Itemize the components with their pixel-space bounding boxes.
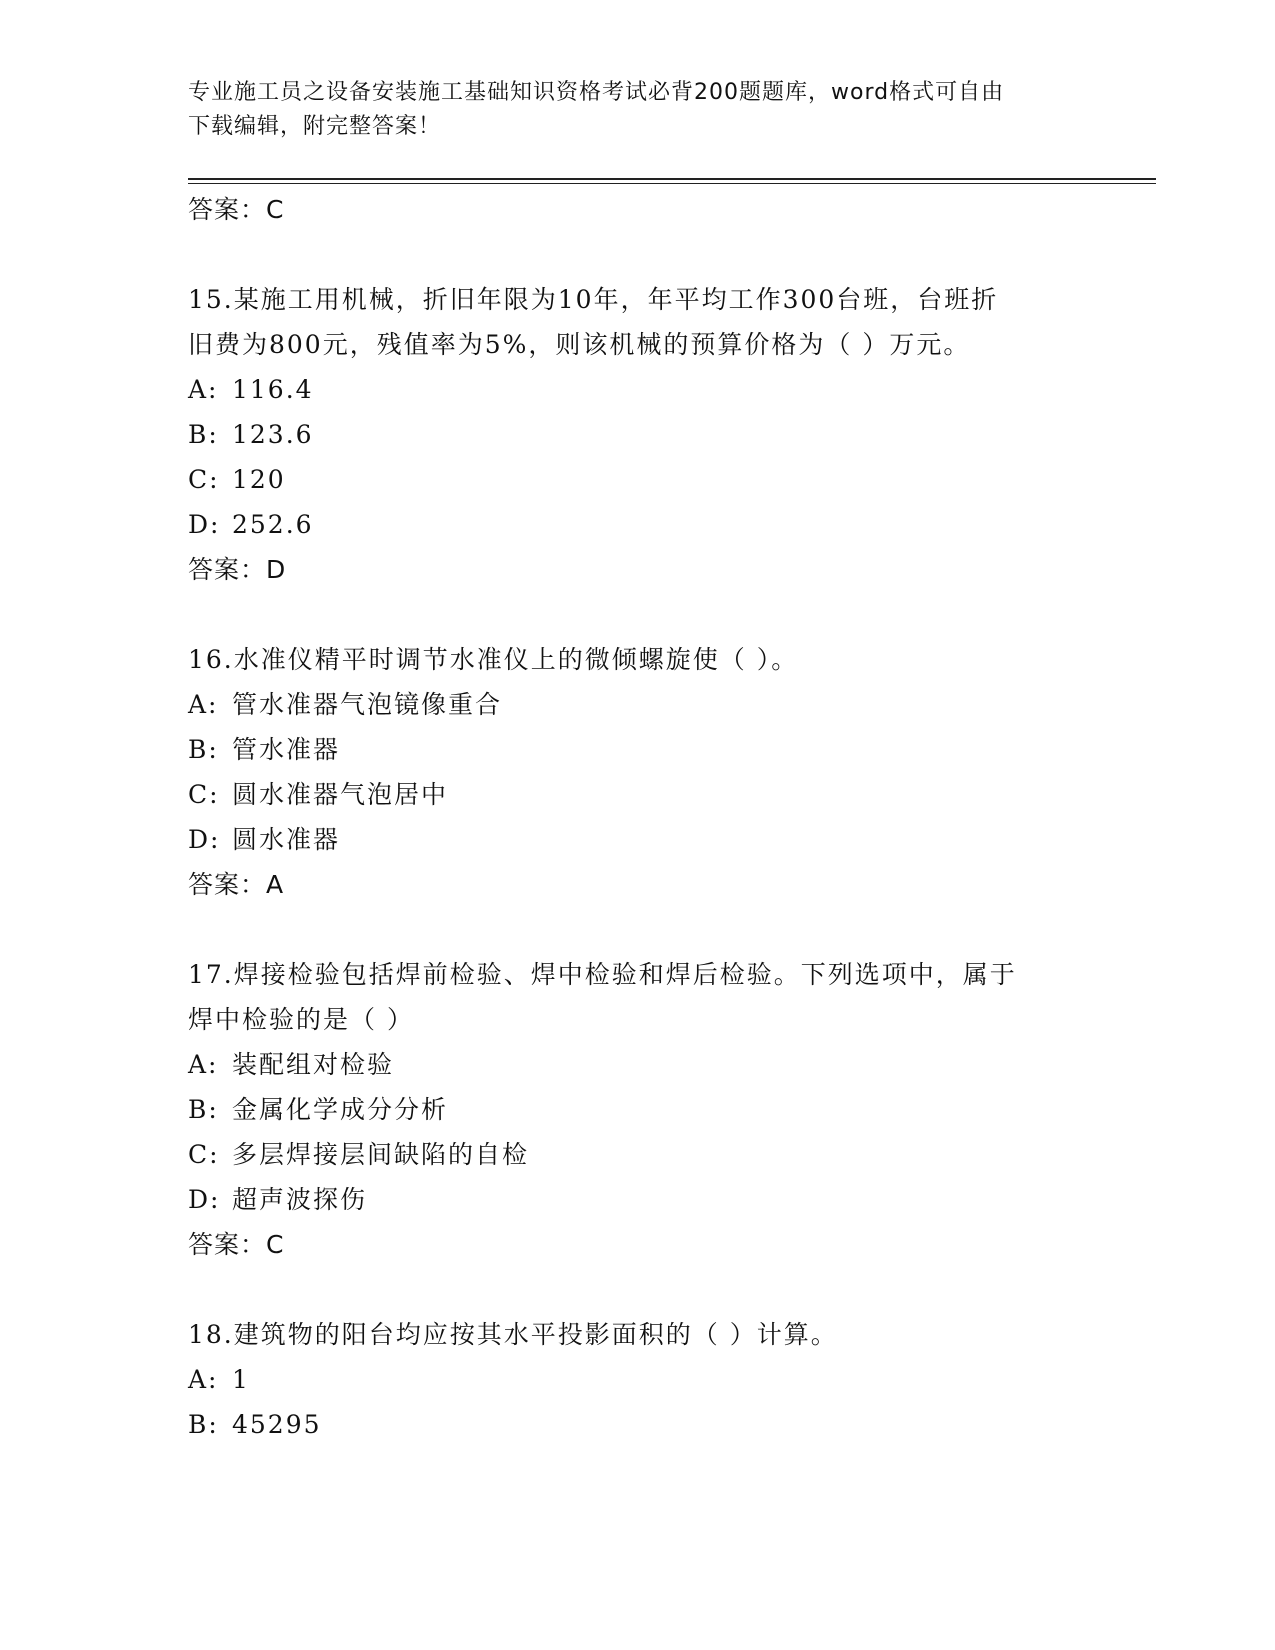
option-text: 1: [232, 1365, 250, 1394]
option-text: 装配组对检验: [232, 1050, 395, 1079]
question-15-answer: 答案：D: [188, 555, 287, 584]
question-16-option-d: [188, 822, 340, 858]
question-16-option-a: [188, 687, 502, 723]
header-line-2: 下载编辑，附完整答案！: [188, 114, 442, 139]
option-label: B:: [188, 1095, 219, 1124]
option-label: B:: [188, 1410, 219, 1439]
question-15-option-c: [188, 462, 286, 498]
question-15-option-a: [188, 372, 314, 408]
question-16-answer: 答案：A: [188, 870, 285, 899]
question-16-option-b: [188, 732, 340, 768]
option-text: 多层焊接层间缺陷的自检: [232, 1140, 530, 1169]
option-label: A:: [188, 1050, 219, 1079]
option-text: 管水准器气泡镜像重合: [232, 690, 503, 719]
header-line-1: 专业施工员之设备安装施工基础知识资格考试必背200题题库，word格式可自由: [188, 80, 1005, 105]
option-text: 圆水准器气泡居中: [232, 780, 449, 809]
previous-answer: 答案：C: [188, 195, 285, 224]
header-rule-thick: [188, 178, 1156, 180]
question-17-option-c: [188, 1137, 529, 1173]
question-18-option-a: [188, 1362, 250, 1398]
question-17-option-d: [188, 1182, 367, 1218]
question-15-option-d: [188, 507, 314, 543]
option-label: D:: [188, 510, 221, 539]
document-header: [188, 76, 1088, 144]
header-rule-thin: [188, 183, 1156, 184]
question-17-option-a: [188, 1047, 394, 1083]
question-18-stem-line-1: 18.建筑物的阳台均应按其水平投影面积的（ ）计算。: [188, 1320, 838, 1349]
question-17-answer: 答案：C: [188, 1230, 285, 1259]
option-text: 圆水准器: [232, 825, 341, 854]
option-label: C:: [188, 465, 220, 494]
option-text: 120: [232, 465, 286, 494]
question-16-stem-line-1: 16.水准仪精平时调节水准仪上的微倾螺旋使（ ）。: [188, 645, 799, 674]
option-label: A:: [188, 1365, 219, 1394]
option-text: 金属化学成分分析: [232, 1095, 449, 1124]
question-15-option-b: [188, 417, 314, 453]
option-text: 管水准器: [232, 735, 341, 764]
option-text: 超声波探伤: [232, 1185, 368, 1214]
option-label: A:: [188, 375, 219, 404]
question-17-stem-line-2: 焊中检验的是（ ）: [188, 1005, 414, 1034]
question-18-option-b: [188, 1407, 322, 1443]
option-text: 45295: [232, 1410, 322, 1439]
option-label: D:: [188, 1185, 221, 1214]
question-15-stem-line-1: 15.某施工用机械，折旧年限为10年，年平均工作300台班，台班折: [188, 285, 999, 314]
question-17-option-b: [188, 1092, 448, 1128]
option-text: 116.4: [232, 375, 314, 404]
option-label: A:: [188, 690, 219, 719]
question-15-stem-line-2: 旧费为800元，残值率为5%，则该机械的预算价格为（ ）万元。: [188, 330, 971, 359]
option-label: C:: [188, 1140, 220, 1169]
question-17-stem-line-1: 17.焊接检验包括焊前检验、焊中检验和焊后检验。下列选项中，属于: [188, 960, 1017, 989]
option-label: B:: [188, 735, 219, 764]
question-16-option-c: [188, 777, 448, 813]
option-text: 252.6: [232, 510, 314, 539]
option-label: D:: [188, 825, 221, 854]
option-label: C:: [188, 780, 220, 809]
option-text: 123.6: [232, 420, 314, 449]
option-label: B:: [188, 420, 219, 449]
